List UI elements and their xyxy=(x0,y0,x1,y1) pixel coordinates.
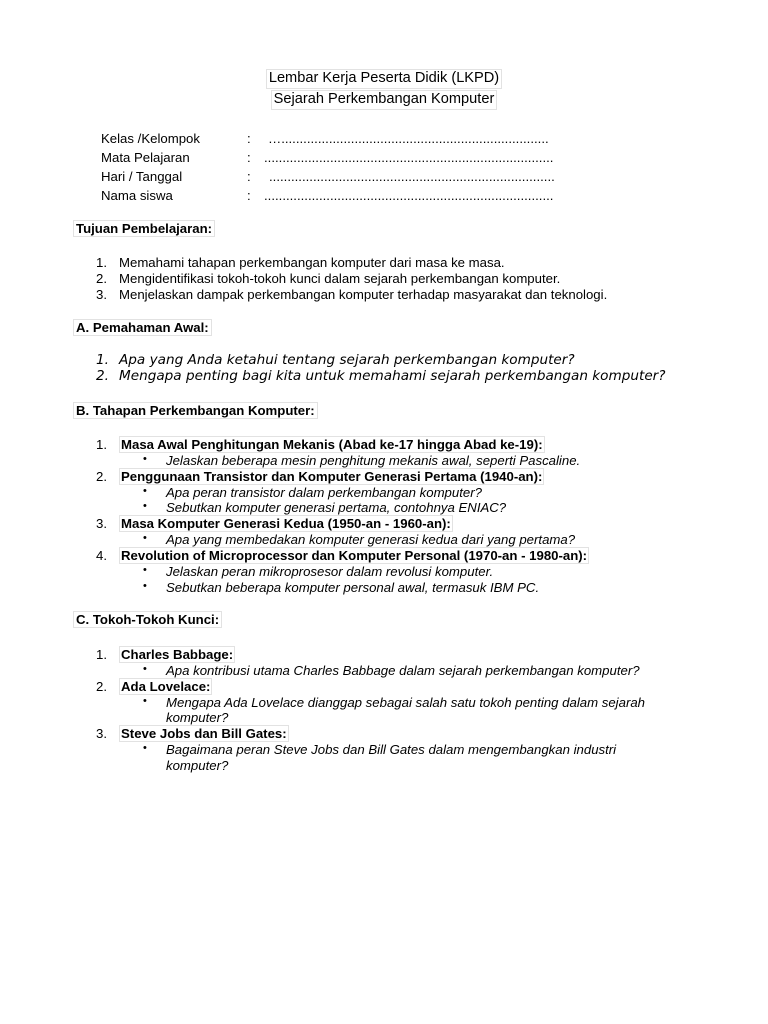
list-item xyxy=(96,287,607,303)
list-number: 3. xyxy=(96,726,107,742)
info-label: Mata Pelajaran xyxy=(101,150,190,165)
list-item xyxy=(96,368,666,384)
list-text: Menjelaskan dampak perkembangan komputer terhadap masyarakat dan teknologi. xyxy=(119,286,608,302)
section-heading-tujuan xyxy=(73,221,215,237)
list-text: Mengapa penting bagi kita untuk memahami sejarah perkembangan komputer? xyxy=(119,368,666,385)
bullet-icon: • xyxy=(143,484,147,497)
info-colon: : xyxy=(247,188,251,203)
title-line-2-wrap xyxy=(0,90,768,110)
sub-item xyxy=(96,663,686,679)
sub-question: Apa kontribusi utama Charles Babbage dalam sejarah perkembangan komputer? xyxy=(166,662,640,678)
list-item xyxy=(96,271,607,287)
list-item xyxy=(96,647,686,679)
list-number: 1. xyxy=(96,255,107,270)
list-number: 2. xyxy=(96,678,107,694)
bullet-icon: • xyxy=(143,742,147,755)
sub-question: Bagaimana peran Steve Jobs dan Bill Gates dalam mengembangkan industri komputer? xyxy=(166,742,617,773)
info-label: Kelas /Kelompok xyxy=(101,131,200,146)
section-heading-text: C. Tokoh-Tokoh Kunci: xyxy=(73,611,222,628)
list-item xyxy=(96,679,686,727)
list-number: 2. xyxy=(96,270,107,286)
info-fill-line[interactable]: .............................................................................. xyxy=(269,169,555,184)
sub-item xyxy=(96,453,589,469)
list-item xyxy=(96,437,589,469)
section-heading-text: Tujuan Pembelajaran: xyxy=(73,220,215,237)
document-title: Lembar Kerja Peserta Didik (LKPD) xyxy=(266,69,502,89)
list-number: 4. xyxy=(96,547,107,563)
sub-question: Jelaskan peran mikroprosesor dalam revolusi komputer. xyxy=(166,563,494,579)
section-heading-text: A. Pemahaman Awal: xyxy=(73,319,212,336)
list-item xyxy=(96,516,589,548)
info-row-tanggal xyxy=(101,167,621,186)
section-heading-tokoh xyxy=(73,612,222,628)
tahapan-list xyxy=(96,437,589,595)
bullet-icon: • xyxy=(143,579,147,592)
info-colon: : xyxy=(247,150,251,165)
sub-question: Mengapa Ada Lovelace dianggap sebagai salah satu tokoh penting dalam sejarah komputer? xyxy=(166,694,646,726)
list-number: 1. xyxy=(96,352,109,368)
list-item xyxy=(96,352,666,368)
sub-item xyxy=(96,564,589,580)
list-text: Memahami tahapan perkembangan komputer dari masa ke masa. xyxy=(119,255,505,270)
info-fill-line[interactable]: ............................................................................... xyxy=(264,188,554,203)
document-subtitle: Sejarah Perkembangan Komputer xyxy=(271,90,498,110)
section-heading-text: B. Tahapan Perkembangan Komputer: xyxy=(73,402,318,419)
section-heading-tahapan xyxy=(73,403,318,419)
bullet-icon: • xyxy=(143,532,147,545)
info-fill-line[interactable]: ............................................................................... xyxy=(264,150,554,165)
stage-title: Masa Komputer Generasi Kedua (1950-an - 1960-an): xyxy=(121,516,451,532)
list-text: Mengidentifikasi tokoh-tokoh kunci dalam sejarah perkembangan komputer. xyxy=(119,270,561,286)
info-row-kelas xyxy=(101,129,621,148)
list-number: 2. xyxy=(96,368,109,385)
list-item xyxy=(96,469,589,517)
info-label: Hari / Tanggal xyxy=(101,169,183,184)
list-item xyxy=(96,255,607,271)
student-info-block xyxy=(101,129,621,205)
list-item xyxy=(96,548,589,596)
figure-name: Ada Lovelace: xyxy=(121,678,211,694)
list-item xyxy=(96,726,686,774)
title-line-1-wrap xyxy=(0,69,768,89)
sub-item xyxy=(96,580,589,596)
info-label: Nama siswa xyxy=(101,188,173,203)
info-fill-line[interactable]: …......................................................................... xyxy=(268,131,549,146)
tujuan-list xyxy=(96,255,607,303)
stage-title: Revolution of Microprocessor dan Komputer Personal (1970-an - 1980-an): xyxy=(121,547,588,563)
sub-item xyxy=(96,500,589,516)
list-number: 3. xyxy=(96,286,107,302)
info-colon: : xyxy=(247,169,251,184)
bullet-icon: • xyxy=(143,452,147,465)
list-number: 3. xyxy=(96,516,107,532)
info-colon: : xyxy=(247,131,251,146)
sub-item xyxy=(96,485,589,501)
sub-question: Apa yang membedakan komputer generasi kedua dari yang pertama? xyxy=(166,532,576,548)
bullet-icon: • xyxy=(143,662,147,675)
sub-question: Sebutkan komputer generasi pertama, contohnya ENIAC? xyxy=(166,500,507,516)
pemahaman-list xyxy=(96,352,666,385)
info-row-mapel xyxy=(101,148,621,167)
info-row-nama xyxy=(101,186,621,205)
list-text: Apa yang Anda ketahui tentang sejarah perkembangan komputer? xyxy=(119,352,575,368)
sub-item xyxy=(96,742,686,774)
list-number: 1. xyxy=(96,647,107,662)
figure-name: Charles Babbage: xyxy=(121,647,234,662)
bullet-icon: • xyxy=(143,500,147,513)
sub-question: Apa peran transistor dalam perkembangan komputer? xyxy=(166,484,482,500)
list-number: 1. xyxy=(96,437,107,452)
sub-item xyxy=(96,695,686,727)
sub-question: Sebutkan beberapa komputer personal awal, termasuk IBM PC. xyxy=(166,579,540,595)
bullet-icon: • xyxy=(143,694,147,707)
bullet-icon: • xyxy=(143,563,147,576)
stage-title: Masa Awal Penghitungan Mekanis (Abad ke-17 hingga Abad ke-19): xyxy=(121,437,543,452)
list-number: 2. xyxy=(96,468,107,484)
stage-title: Penggunaan Transistor dan Komputer Generasi Pertama (1940-an): xyxy=(121,468,543,484)
sub-question: Jelaskan beberapa mesin penghitung mekanis awal, seperti Pascaline. xyxy=(166,452,581,468)
tokoh-list xyxy=(96,647,686,774)
section-heading-pemahaman xyxy=(73,320,212,336)
figure-name: Steve Jobs dan Bill Gates: xyxy=(121,726,287,742)
sub-item xyxy=(96,532,589,548)
